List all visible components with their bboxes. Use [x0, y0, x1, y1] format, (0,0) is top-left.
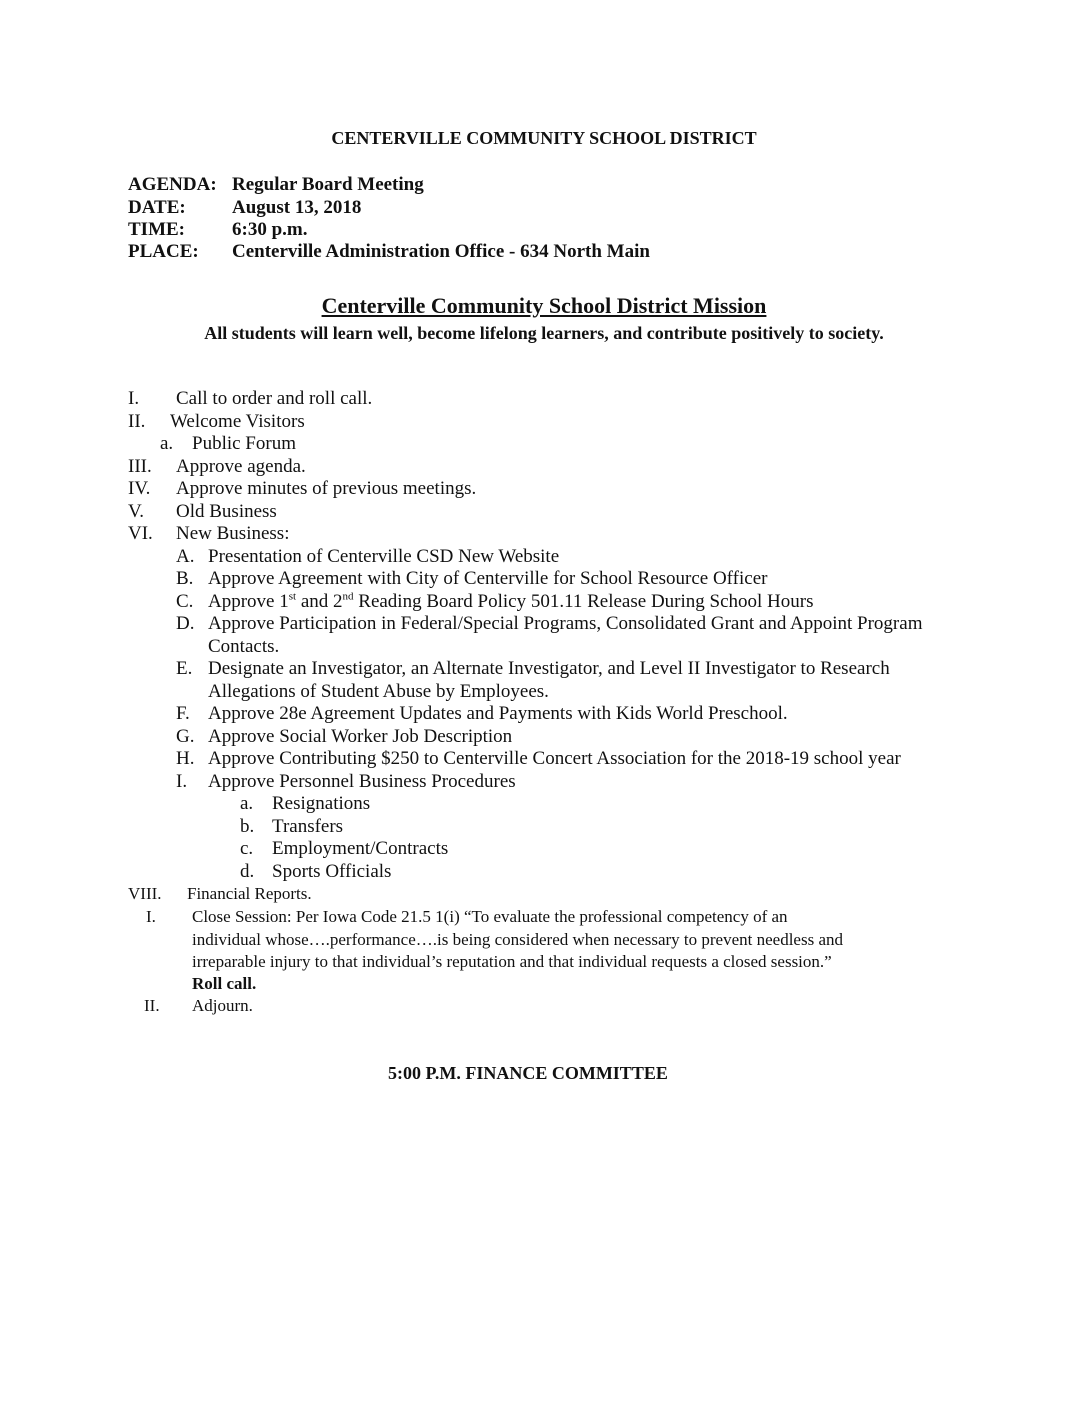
personnel-a-number: a. [240, 793, 254, 814]
nb-g-number: G. [176, 726, 195, 747]
nb-e-number: E. [176, 658, 193, 679]
nb-c-text-mid: and 2 [296, 591, 343, 612]
personnel-c-text: Employment/Contracts [272, 838, 449, 859]
adjourn-text: Adjourn. [192, 996, 253, 1015]
nb-h-text: Approve Contributing $250 to Centerville Concert Association for the 2018-19 school year [208, 748, 901, 769]
item-iii-number: III. [128, 456, 152, 477]
item-ii-text: Welcome Visitors [170, 411, 305, 432]
nb-e-line-1: Designate an Investigator, an Alternate Investigator, and Level II Investigator to Research [208, 658, 890, 679]
close-session-line-3: irreparable injury to that individual’s reputation and that individual requests a closed session.” [192, 952, 832, 971]
item-v-number: V. [128, 501, 145, 522]
personnel-d-text: Sports Officials [272, 861, 392, 882]
item-ii-number: II. [128, 411, 146, 432]
district-title: CENTERVILLE COMMUNITY SCHOOL DISTRICT [331, 128, 757, 148]
nb-f-number: F. [176, 703, 190, 724]
place-label: PLACE: [128, 241, 199, 262]
nb-a-text: Presentation of Centerville CSD New Website [208, 546, 560, 567]
personnel-b-text: Transfers [272, 816, 344, 837]
nb-c-text [208, 591, 814, 613]
personnel-d-number: d. [240, 861, 255, 882]
time-label: TIME: [128, 219, 185, 240]
item-iv-number: IV. [128, 478, 151, 499]
item-i-number: I. [128, 388, 140, 409]
mission-title: Centerville Community School District Mission [321, 293, 767, 318]
nb-c-text-pre: Approve 1 [208, 591, 289, 612]
close-session-roll-call: Roll call. [192, 974, 257, 993]
nb-b-number: B. [176, 568, 194, 589]
finance-committee-note: 5:00 P.M. FINANCE COMMITTEE [388, 1063, 668, 1083]
item-vi-number: VI. [128, 523, 153, 544]
nb-c-number: C. [176, 591, 194, 612]
personnel-c-number: c. [240, 838, 254, 859]
place-value: Centerville Administration Office - 634 North Main [232, 241, 650, 262]
close-session-line-2: individual whose….performance….is being considered when necessary to prevent needless and [192, 930, 843, 949]
nb-d-line-2: Contacts. [208, 636, 280, 657]
nb-i-text: Approve Personnel Business Procedures [208, 771, 516, 792]
agenda-label: AGENDA: [128, 174, 217, 195]
nb-d-number: D. [176, 613, 195, 634]
close-session-line-1: Close Session: Per Iowa Code 21.5 1(i) “To evaluate the professional competency of an [192, 907, 788, 926]
adjourn-number: II. [144, 996, 160, 1015]
agenda-value: Regular Board Meeting [232, 174, 424, 195]
personnel-b-number: b. [240, 816, 255, 837]
nb-e-line-2: Allegations of Student Abuse by Employees. [208, 681, 549, 702]
close-session-number: I. [146, 907, 156, 926]
item-viii-number: VIII. [128, 884, 162, 903]
item-iii-text: Approve agenda. [176, 456, 306, 477]
time-value: 6:30 p.m. [232, 219, 308, 240]
item-ii-a-text: Public Forum [192, 433, 296, 454]
mission-statement: All students will learn well, become lifelong learners, and contribute positively to society. [204, 323, 884, 343]
item-iv-text: Approve minutes of previous meetings. [176, 478, 477, 499]
nb-c-text-post: Reading Board Policy 501.11 Release During School Hours [353, 591, 814, 612]
nb-c-sup-first: st [288, 590, 297, 603]
nb-c-sup-second: nd [342, 590, 354, 603]
date-label: DATE: [128, 197, 186, 218]
nb-d-line-1: Approve Participation in Federal/Special Programs, Consolidated Grant and Appoint Program [208, 613, 923, 634]
personnel-a-text: Resignations [272, 793, 371, 814]
nb-b-text: Approve Agreement with City of Centerville for School Resource Officer [208, 568, 768, 589]
item-vi-text: New Business: [176, 523, 290, 544]
item-ii-a-number: a. [160, 433, 174, 454]
nb-g-text: Approve Social Worker Job Description [208, 726, 513, 747]
nb-a-number: A. [176, 546, 195, 567]
item-viii-text: Financial Reports. [187, 884, 312, 903]
item-i-text: Call to order and roll call. [176, 388, 373, 409]
nb-h-number: H. [176, 748, 195, 769]
item-v-text: Old Business [176, 501, 277, 522]
date-value: August 13, 2018 [232, 197, 362, 218]
nb-i-number: I. [176, 771, 188, 792]
nb-f-text: Approve 28e Agreement Updates and Payments with Kids World Preschool. [208, 703, 788, 724]
